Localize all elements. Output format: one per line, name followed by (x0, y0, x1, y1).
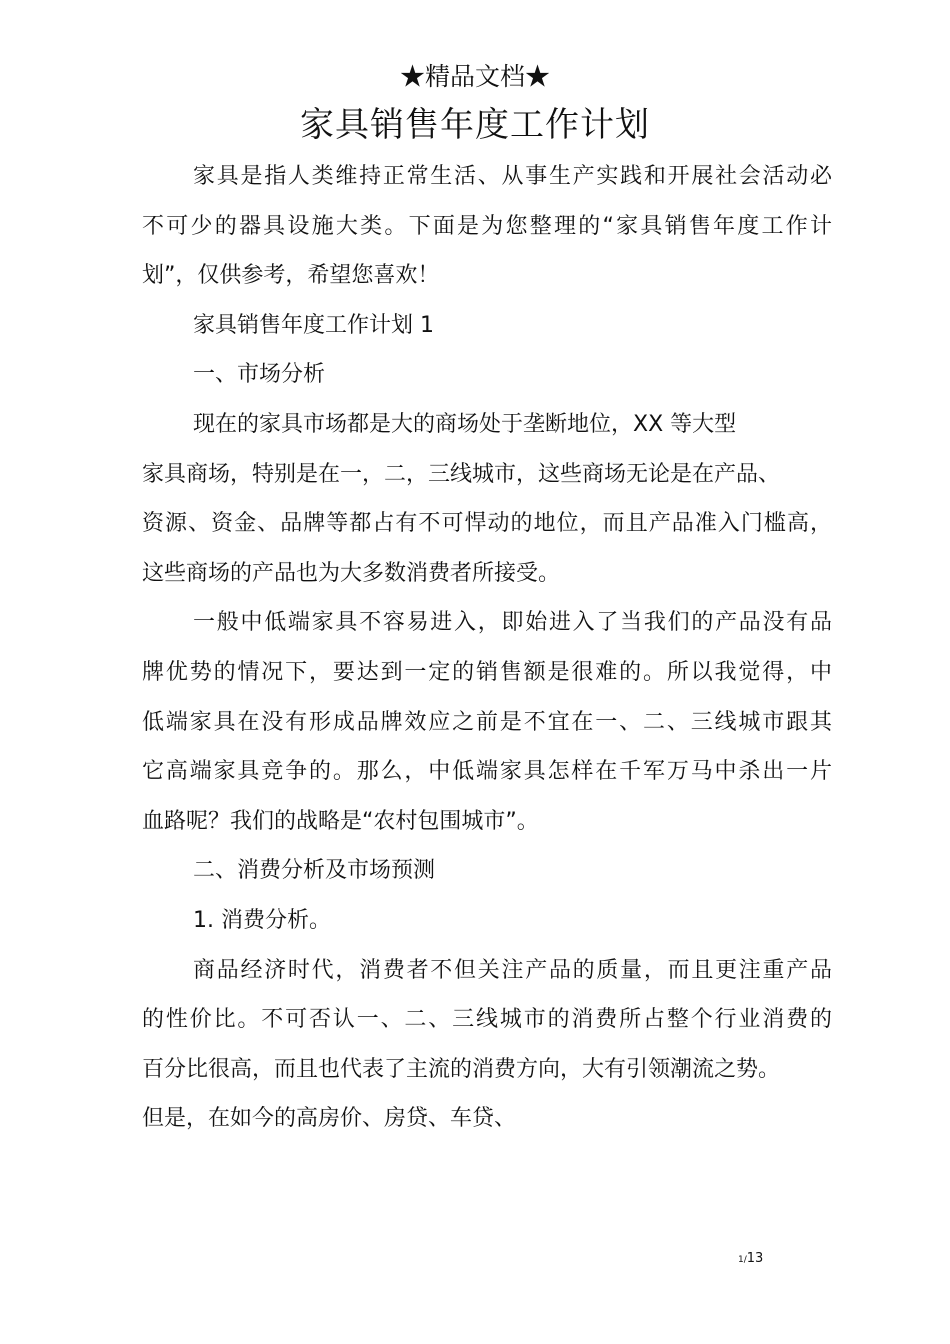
header-label: ★精品文档★ (399, 62, 550, 91)
section-title-paragraph (142, 301, 832, 351)
intro-paragraph (142, 152, 832, 301)
heading-2-paragraph (142, 846, 832, 896)
consumer-line-2: 的性价比。不可否认一、二、三线城市的消费所占整个行业消费的 (142, 1007, 832, 1033)
sub-heading-consumer: 1. 消费分析。 (193, 907, 331, 933)
market-line-4: 这些商场的产品也为大多数消费者所接受。 (142, 560, 561, 586)
document-title: 家具销售年度工作计划 (300, 105, 650, 145)
strategy-line-1: 一般中低端家具不容易进入，即始进入了当我们的产品没有品 (193, 610, 832, 636)
page-number-current: 1/ (738, 1255, 747, 1265)
strategy-line-2: 牌优势的情况下，要达到一定的销售额是很难的。所以我觉得，中 (142, 659, 832, 685)
strategy-line-3: 低端家具在没有形成品牌效应之前是不宜在一、二、三线城市跟其 (142, 709, 832, 735)
heading-consumer-analysis: 二、消费分析及市场预测 (193, 858, 436, 884)
strategy-paragraph (142, 598, 832, 846)
consumer-line-1: 商品经济时代，消费者不但关注产品的质量，而且更注重产品 (193, 957, 832, 983)
intro-line-3: 划”，仅供参考，希望您喜欢！ (142, 263, 440, 289)
heading-market-analysis: 一、市场分析 (193, 362, 326, 388)
heading-1-paragraph (142, 350, 832, 400)
page-number (738, 1251, 763, 1268)
document-body (142, 152, 832, 1144)
market-line-1: 现在的家具市场都是大的商场处于垄断地位，XX 等大型 (193, 411, 737, 437)
intro-line-2: 不可少的器具设施大类。下面是为您整理的“家具销售年度工作计 (142, 213, 832, 239)
intro-line-1: 家具是指人类维持正常生活、从事生产实践和开展社会活动必 (193, 164, 832, 189)
sub-heading-paragraph (142, 896, 832, 946)
consumer-line-4: 但是，在如今的高房价、房贷、车贷、 (142, 1106, 517, 1132)
market-line-3: 资源、资金、品牌等都占有不可悍动的地位，而且产品准入门槛高， (142, 511, 832, 537)
section-title: 家具销售年度工作计划 1 (193, 312, 434, 338)
market-line-2: 家具商场，特别是在一，二，三线城市，这些商场无论是在产品、 (142, 461, 781, 487)
consumer-paragraph (142, 946, 832, 1144)
strategy-line-4: 它高端家具竞争的。那么，中低端家具怎样在千军万马中杀出一片 (142, 759, 832, 785)
consumer-line-3: 百分比很高，而且也代表了主流的消费方向，大有引领潮流之势。 (142, 1056, 781, 1082)
market-paragraph (142, 400, 832, 598)
page-number-total: 13 (746, 1251, 764, 1266)
strategy-line-5: 血路呢？我们的战略是“农村包围城市”。 (142, 808, 539, 834)
